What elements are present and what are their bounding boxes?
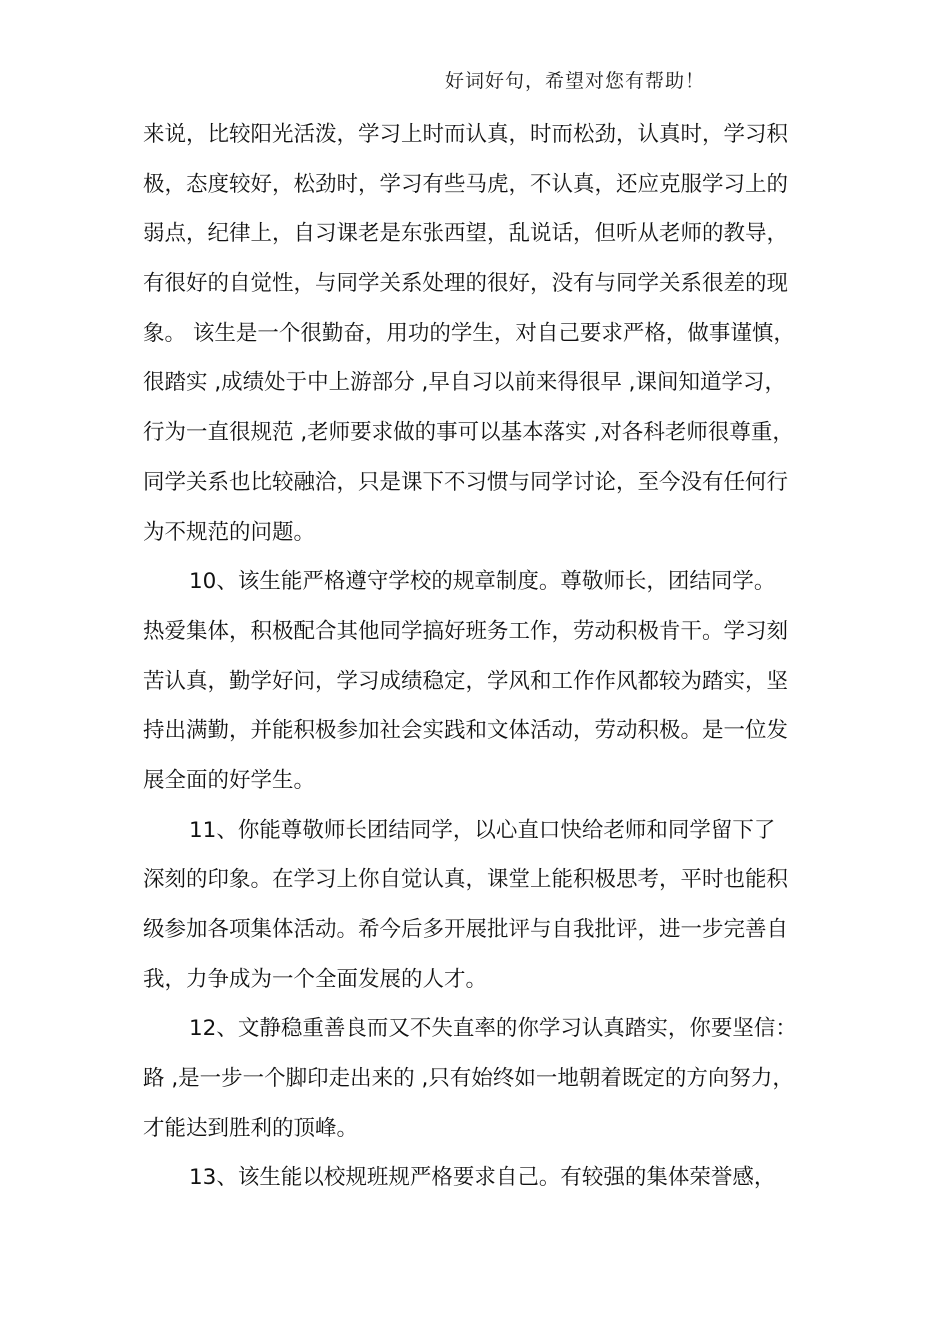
text-line: 才能达到胜利的顶峰。: [143, 1115, 359, 1141]
text-line: 象。 该生是一个很勤奋，用功的学生，对自己要求严格，做事谨慎，: [143, 320, 795, 346]
paragraph-start-10: 10、该生能严格遵守学校的规章制度。尊敬师长，团结同学。: [189, 569, 776, 595]
body-text: [143, 110, 823, 1203]
text-line: 路 ,是一步一个脚印走出来的 ,只有始终如一地朝着既定的方向努力，: [143, 1066, 794, 1092]
text-line: 展全面的好学生。: [143, 767, 316, 793]
text-line: 深刻的印象。在学习上你自觉认真，课堂上能积极思考，平时也能积: [143, 867, 789, 893]
text-line: 弱点，纪律上，自习课老是东张西望，乱说话，但听从老师的教导，: [143, 221, 789, 247]
text-line: 来说，比较阳光活泼，学习上时而认真，时而松劲，认真时，学习积: [143, 122, 789, 147]
text-line: 很踏实 ,成绩处于中上游部分 ,早自习以前来得很早 ,课间知道学习，: [143, 370, 787, 396]
paragraph-start-13: 13、该生能以校规班规严格要求自己。有较强的集体荣誉感，: [189, 1165, 776, 1191]
text-line: 同学关系也比较融洽，只是课下不习惯与同学讨论，至今没有任何行: [143, 469, 789, 495]
text-line: 为不规范的问题。: [143, 519, 316, 545]
paragraph-start-11: 11、你能尊敬师长团结同学，以心直口快给老师和同学留下了: [189, 817, 776, 843]
text-line: 我，力争成为一个全面发展的人才。: [143, 966, 488, 992]
text-line: 持出满勤，并能积极参加社会实践和文体活动，劳动积极。是一位发: [143, 718, 789, 744]
text-line: 级参加各项集体活动。希今后多开展批评与自我批评，进一步完善自: [143, 917, 789, 942]
text-line: 有很好的自觉性，与同学关系处理的很好，没有与同学关系很差的现: [143, 271, 789, 297]
text-line: 极，态度较好，松劲时，学习有些马虎，不认真，还应克服学习上的: [143, 171, 789, 197]
text-line: 行为一直很规范 ,老师要求做的事可以基本落实 ,对各科老师很尊重，: [143, 420, 794, 446]
paragraph-start-12: 12、文静稳重善良而又不失直率的你学习认真踏实，你要坚信：: [189, 1016, 797, 1042]
text-line: 苦认真，勤学好问，学习成绩稳定，学风和工作作风都较为踏实，坚: [143, 668, 789, 694]
page-header: 好词好句，希望对您有帮助！: [445, 70, 706, 92]
text-line: 热爱集体，积极配合其他同学搞好班务工作，劳动积极肯干。学习刻: [143, 618, 789, 644]
